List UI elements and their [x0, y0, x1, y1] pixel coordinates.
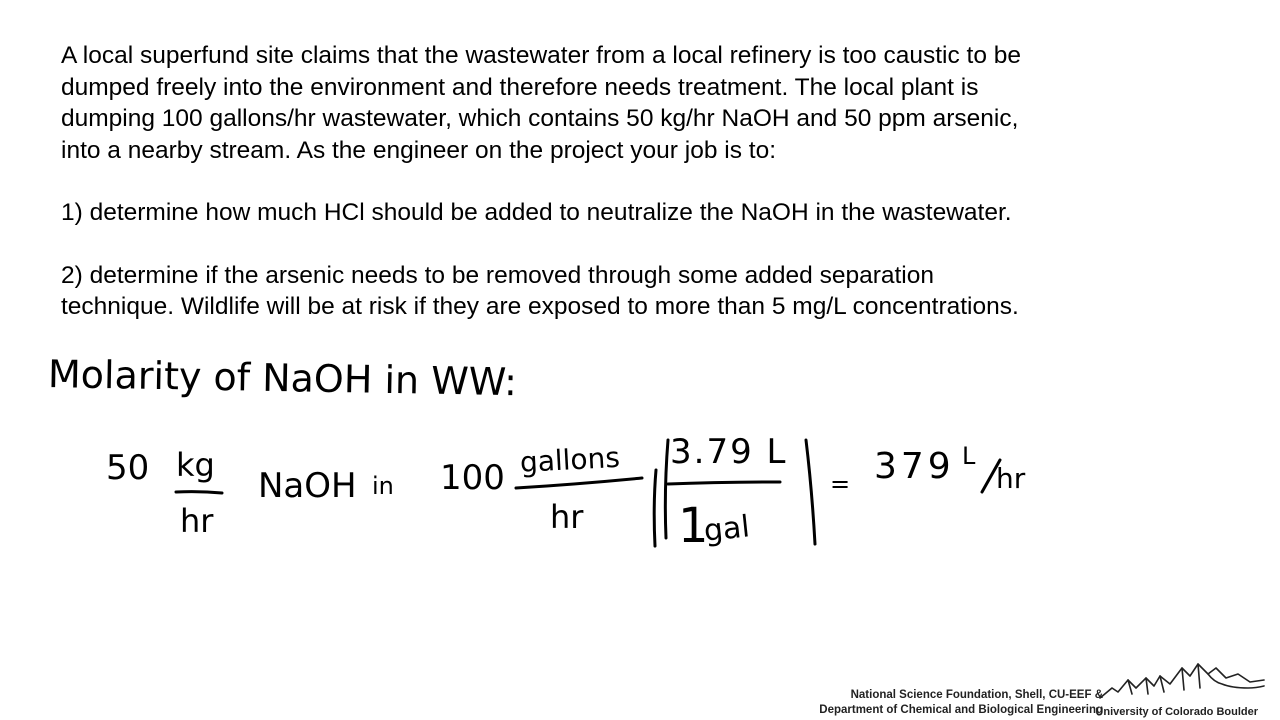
- footer-credits-line: Department of Chemical and Biological Engineering: [819, 704, 1103, 716]
- handwritten-number-50: 50: [106, 448, 150, 488]
- fraction-bar-gallons-hr: [516, 478, 642, 488]
- result-unit-hours: hr: [996, 462, 1026, 495]
- footer-credits-line: National Science Foundation, Shell, CU-EEF &: [850, 689, 1103, 701]
- conversion-fraction-bar: [668, 482, 780, 484]
- fraction-bar-kg-hr: [176, 492, 222, 493]
- problem-line: 1) determine how much HCl should be added to neutralize the NaOH in the wastewater.: [61, 199, 1012, 226]
- result-unit-slash: [982, 460, 1000, 492]
- problem-line: 2) determine if the arsenic needs to be removed through some added separation: [61, 261, 935, 289]
- handwritten-heading: Molarity of NaOH in WW:: [47, 352, 518, 405]
- handwritten-unit-gallons: gallons: [519, 440, 621, 479]
- conversion-left-bar-inner: [665, 440, 668, 538]
- problem-line: dumping 100 gallons/hr wastewater, which contains 50 kg/hr NaOH and 50 ppm arsenic,: [61, 105, 1019, 132]
- result-value: 379: [874, 446, 955, 487]
- handwritten-unit-kg: kg: [176, 446, 215, 484]
- conversion-denominator-unit: gal: [702, 509, 752, 549]
- handwritten-naoh: NaOH: [258, 466, 357, 506]
- result-unit-liters: L: [962, 442, 976, 470]
- handwritten-unit-hr: hr: [180, 502, 214, 540]
- problem-line: technique. Wildlife will be at risk if they are exposed to more than 5 mg/L concentrations.: [61, 293, 1019, 320]
- university-name: University of Colorado Boulder: [1095, 706, 1258, 718]
- conversion-right-bar: [806, 440, 815, 544]
- flatirons-mountain-logo-icon: [1098, 658, 1266, 702]
- handwritten-equals: =: [830, 470, 851, 498]
- problem-line: dumped freely into the environment and therefore needs treatment. The local plant is: [61, 73, 979, 101]
- footer-credits: [819, 688, 1103, 718]
- handwritten-number-100: 100: [440, 458, 505, 498]
- conversion-numerator: 3.79 L: [670, 432, 788, 472]
- problem-line: into a nearby stream. As the engineer on the project your job is to:: [61, 136, 776, 164]
- handwritten-in: in: [372, 472, 394, 500]
- conversion-denominator-number: 1: [678, 498, 709, 554]
- conversion-left-bar: [654, 470, 656, 546]
- handwritten-unit-hr: hr: [550, 498, 584, 536]
- problem-line: A local superfund site claims that the wastewater from a local refinery is too caustic to be: [61, 42, 1022, 69]
